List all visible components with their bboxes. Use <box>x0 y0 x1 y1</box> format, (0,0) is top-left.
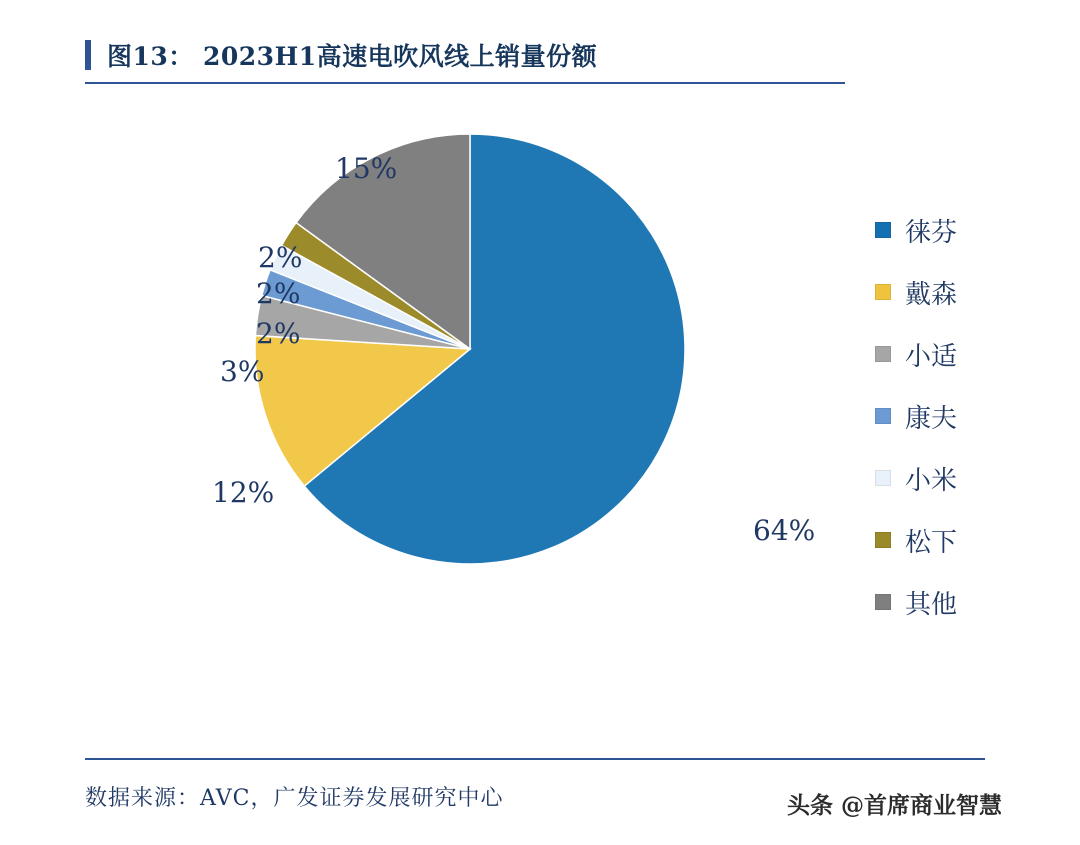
legend-item-label: 戴森 <box>905 279 958 310</box>
legend-item[interactable] <box>875 323 1025 385</box>
pie-slice-label: 12% <box>212 476 275 509</box>
pie-chart <box>240 129 700 569</box>
pie-slice-label: 2% <box>256 277 301 310</box>
pie-slices <box>255 134 685 564</box>
legend-item-label: 小米 <box>905 465 958 496</box>
pie-slice-label: 15% <box>335 152 398 185</box>
legend-item[interactable] <box>875 199 1025 261</box>
legend-item-label: 松下 <box>905 527 958 558</box>
figure-title-bar <box>85 28 845 84</box>
pie-chart-svg <box>240 129 700 569</box>
legend-item[interactable] <box>875 509 1025 571</box>
title-accent-bar <box>85 40 91 70</box>
page-title: 图13： 2023H1高速电吹风线上销量份额 <box>107 42 598 71</box>
legend-item-label: 小适 <box>905 341 958 372</box>
legend-swatch-icon <box>875 408 891 424</box>
chart-legend <box>875 199 1025 633</box>
figure-panel <box>60 14 1020 832</box>
legend-swatch-icon <box>875 284 891 300</box>
legend-item-label: 其他 <box>905 589 958 620</box>
watermark: 头条 @首席商业智慧 <box>786 792 1002 819</box>
pie-slice-label: 3% <box>220 355 265 388</box>
legend-swatch-icon <box>875 346 891 362</box>
pie-slice-label: 64% <box>753 514 816 547</box>
legend-item-label: 徕芬 <box>905 217 958 248</box>
pie-slice-label: 2% <box>256 317 301 350</box>
legend-swatch-icon <box>875 594 891 610</box>
pie-slice-label: 2% <box>258 241 303 274</box>
legend-item[interactable] <box>875 261 1025 323</box>
legend-swatch-icon <box>875 532 891 548</box>
legend-item-label: 康夫 <box>905 403 958 434</box>
legend-item[interactable] <box>875 571 1025 633</box>
source-note: 数据来源：AVC，广发证券发展研究中心 <box>85 785 504 811</box>
legend-item[interactable] <box>875 447 1025 509</box>
legend-swatch-icon <box>875 470 891 486</box>
legend-item[interactable] <box>875 385 1025 447</box>
legend-swatch-icon <box>875 222 891 238</box>
